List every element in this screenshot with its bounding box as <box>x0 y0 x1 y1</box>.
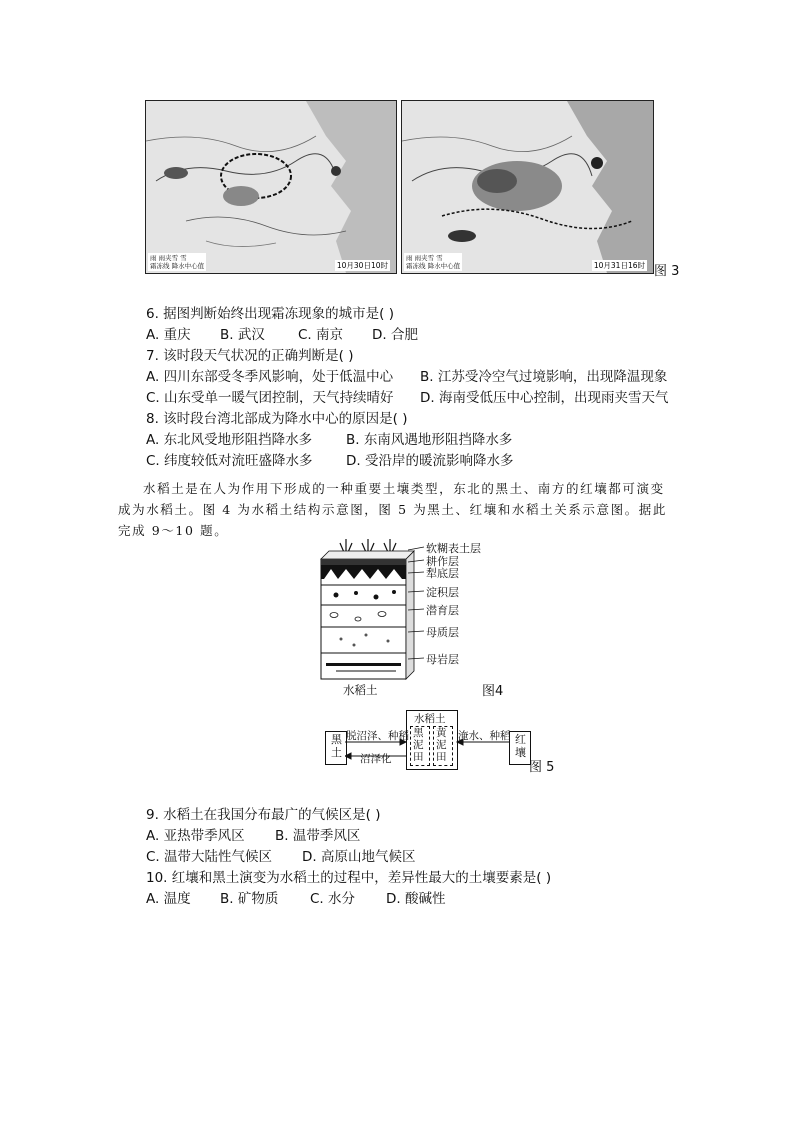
q6-option-c: C. 南京 <box>298 327 344 343</box>
q9-option-a: A. 亚热带季风区 <box>146 828 245 844</box>
red-soil-label: 红壤 <box>515 733 526 759</box>
question-7-stem: 7. 该时段天气状况的正确判断是( ) <box>146 348 354 364</box>
map-left-date: 10月30日10时 <box>336 261 388 270</box>
layer-leader-lines <box>408 540 426 665</box>
weather-map-left <box>145 100 397 274</box>
paddy-soil-title: 水稻土 <box>414 713 446 725</box>
question-6-stem: 6. 据图判断始终出现霜冻现象的城市是( ) <box>146 306 394 322</box>
map-left-legend: 雨 雨夹雪 雪 霜冻线 降水中心值 <box>150 254 205 270</box>
map-right-legend: 雨 雨夹雪 雪 霜冻线 降水中心值 <box>406 254 461 270</box>
layer-label-bedrock: 母岩层 <box>426 653 459 666</box>
layer-label-illuvial: 淀积层 <box>426 586 459 599</box>
map-right-date: 10月31日16时 <box>593 261 645 270</box>
arrow-label-drain: 脱沼泽、种稻 <box>346 730 409 742</box>
map-right-drawing <box>402 101 653 273</box>
layer-label-plow-pan: 犁底层 <box>426 567 459 580</box>
question-8-stem: 8. 该时段台湾北部成为降水中心的原因是( ) <box>146 411 408 427</box>
black-mud-label: 黑泥田 <box>413 727 424 763</box>
q6-option-d: D. 合肥 <box>372 327 418 343</box>
soil-profile-diagram <box>316 535 416 685</box>
q8-option-d: D. 受沿岸的暖流影响降水多 <box>346 453 514 469</box>
map-left-drawing <box>146 101 396 273</box>
layer-label-tillage: 耕作层 <box>426 555 459 568</box>
figure4-label: 图4 <box>482 684 504 699</box>
q6-option-b: B. 武汉 <box>220 327 265 343</box>
q7-option-d: D. 海南受低压中心控制，出现雨夹雪天气 <box>420 390 669 406</box>
weather-map-right <box>401 100 654 274</box>
q7-option-c: C. 山东受单一暖气团控制，天气持续晴好 <box>146 390 394 406</box>
q6-option-a: A. 重庆 <box>146 327 191 343</box>
q8-option-b: B. 东南风遇地形阻挡降水多 <box>346 432 513 448</box>
q9-option-c: C. 温带大陆性气候区 <box>146 849 273 865</box>
layer-label-gley: 潜育层 <box>426 604 459 617</box>
q10-option-d: D. 酸碱性 <box>386 891 446 907</box>
q8-option-a: A. 东北风受地形阻挡降水多 <box>146 432 313 448</box>
q8-option-c: C. 纬度较低对流旺盛降水多 <box>146 453 313 469</box>
figure5-label: 图 5 <box>529 760 555 775</box>
figure3-label: 图 3 <box>654 264 680 279</box>
figure4-caption: 水稻土 <box>343 683 378 697</box>
q10-option-b: B. 矿物质 <box>220 891 279 907</box>
arrow-label-swamp: 沼泽化 <box>360 753 392 765</box>
q10-option-c: C. 水分 <box>310 891 356 907</box>
layer-label-surface: 软糊表土层 <box>426 542 481 555</box>
q10-option-a: A. 温度 <box>146 891 191 907</box>
q7-option-b: B. 江苏受冷空气过境影响，出现降温现象 <box>420 369 668 385</box>
question-10-stem: 10. 红壤和黑土演变为水稻土的过程中，差异性最大的土壤要素是( ) <box>146 870 552 886</box>
yellow-mud-label: 黄泥田 <box>436 727 447 763</box>
q9-option-b: B. 温带季风区 <box>275 828 361 844</box>
black-soil-label: 黑土 <box>331 733 342 759</box>
q9-option-d: D. 高原山地气候区 <box>302 849 416 865</box>
q7-option-a: A. 四川东部受冬季风影响，处于低温中心 <box>146 369 394 385</box>
layer-label-parent-material: 母质层 <box>426 626 459 639</box>
arrow-label-flood: 淹水、种稻 <box>458 730 511 742</box>
question-9-stem: 9. 水稻土在我国分布最广的气候区是( ) <box>146 807 381 823</box>
intro-paragraph: 水稻土是在人为作用下形成的一种重要土壤类型，东北的黑土、南方的红壤都可演变成为水稻土。图 4 为水稻土结构示意图，图 5 为黑土、红壤和水稻土关系示意图。据此完成 9～10 题。 <box>118 481 668 538</box>
